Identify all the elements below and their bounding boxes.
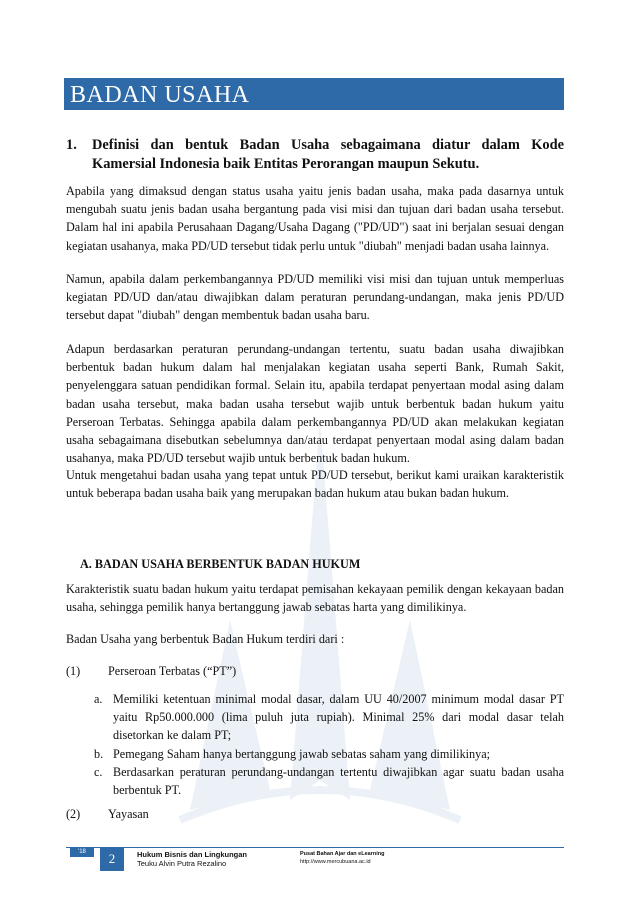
list-marker: b. (94, 746, 104, 761)
section-number: 1. (66, 137, 77, 153)
item-number: (1) (66, 664, 81, 678)
footer-center-name: Pusat Bahan Ajar dan eLearning (300, 851, 385, 857)
item-number: (2) (66, 807, 81, 821)
numbered-item (66, 805, 149, 823)
list-item-text: Berdasarkan peraturan perundang-undangan tertentu diwajibkan agar suatu badan usaha berbentuk PT. (113, 764, 564, 798)
list-marker: c. (94, 764, 103, 779)
lettered-list (94, 690, 564, 799)
paragraph: Namun, apabila dalam perkembangannya PD/UD memiliki visi misi dan tujuan untuk memperluas kegiatan PD/UD dan/atau diwajibkan dalam peraturan perundang-undangan, maka jenis PD/UD tersebut dapat "diubah" dengan membentuk badan usaha baru. (66, 272, 564, 323)
footer-course-title: Hukum Bisnis dan Lingkungan (137, 850, 248, 859)
item-label: Perseroan Terbatas (“PT”) (108, 664, 237, 678)
list-marker: a. (94, 692, 103, 706)
section-heading (66, 136, 564, 174)
page-number: 2 (100, 847, 124, 871)
list-item (94, 763, 564, 799)
footer-divider (66, 847, 564, 848)
paragraph: Karakteristik suatu badan hukum yaitu terdapat pemisahan kekayaan pemilik dengan kekayaan badan usaha, sehingga pemilik hanya bertanggung jawab sebatas harta yang dimilikinya. (66, 582, 564, 615)
section-heading-text: Definisi dan bentuk Badan Usaha sebagaimana diatur dalam Kode Kamersial Indonesia baik Entitas Perorangan maupun Sekutu. (92, 137, 564, 172)
footer-author: Teuku Alvin Putra Rezalino (137, 859, 227, 868)
list-item (94, 745, 564, 763)
footer-year-badge: '18 (70, 847, 94, 857)
item-label: Yayasan (108, 807, 149, 821)
list-item (94, 690, 564, 745)
paragraph: Adapun berdasarkan peraturan perundang-undangan tertentu, suatu badan usaha diwajibkan berbentuk badan hukum dalam hal menjalakan kegiatan usaha seperti Bank, Rumah Sakit, penyelenggara satuan pendidikan formal. Selain itu, apabila terdapat penyertaan modal asing dalam badan usaha tersebut, maka badan usaha tersebut wajib untuk berbentuk badan hukum yaitu Perseroan Terbatas. Sehingga apabila dalam perkembangannya PD/UD akan melakukan kegiatan usaha sebagaimana disebutkan sebelumnya dan/atau terdapat penyertaan modal asing dalam badan usahanya, maka PD/UD tersebut wajib untuk berbentuk badan hukum. (66, 342, 564, 466)
footer-url: http://www.mercubuana.ac.id (300, 859, 371, 865)
list-item-text: Memiliki ketentuan minimal modal dasar, dalam UU 40/2007 minimum modal dasar PT yaitu Rp50.000.000 (lima puluh juta rupiah). Minimal 25% dari modal dasar telah disetorkan ke dalam PT; (113, 692, 564, 743)
page-title-bar (64, 78, 564, 110)
list-item-text: Pemegang Saham hanya bertanggung jawab sebatas saham yang dimilikinya; (113, 746, 491, 761)
numbered-item (66, 662, 236, 680)
paragraph: Untuk mengetahui badan usaha yang tepat untuk PD/UD tersebut, berikut kami uraikan karakteristik untuk beberapa badan usaha baik yang merupakan badan hukum atau bukan badan hukum. (66, 468, 564, 501)
page-title: BADAN USAHA (70, 82, 250, 108)
paragraph: Badan Usaha yang berbentuk Badan Hukum terdiri dari : (66, 632, 345, 646)
subsection-heading: A. BADAN USAHA BERBENTUK BADAN HUKUM (80, 557, 361, 571)
paragraph: Apabila yang dimaksud dengan status usaha yaitu jenis badan usaha, maka pada dasarnya untuk mengubah suatu jenis badan usaha bergantung pada visi misi dan tujuan dari badan usaha tersebut. Dalam hal ini apabila Perusahaan Dagang/Usaha Dagang ("PD/UD") saat ini berjalan sesuai dengan kegiatan usahanya, maka PD/UD tersebut tidak perlu untuk "diubah" menjadi badan usaha lainnya. (66, 184, 564, 253)
